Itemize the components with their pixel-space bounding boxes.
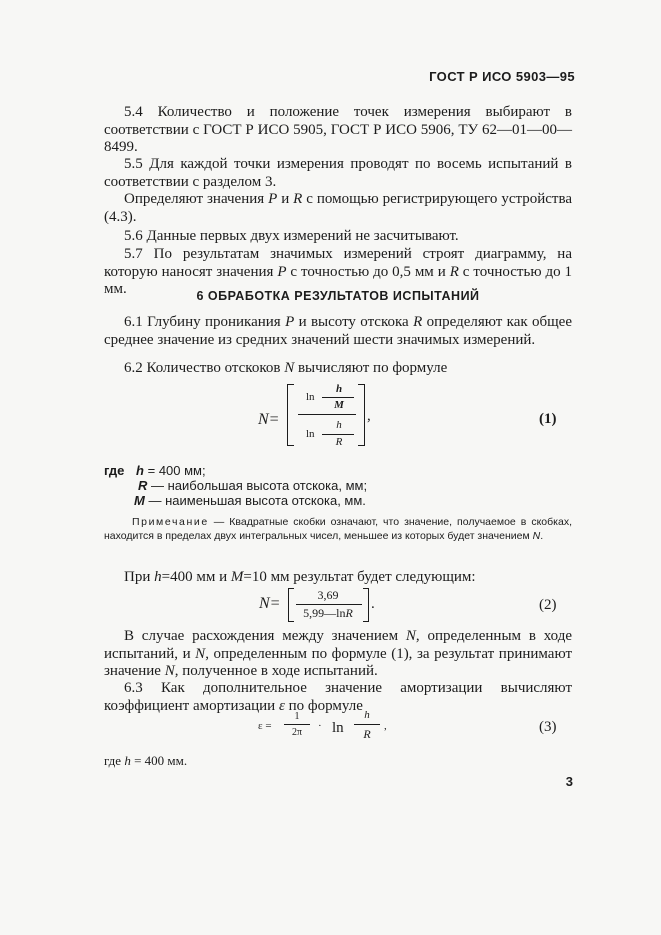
floor-bracket-right bbox=[358, 384, 365, 446]
formula-1-lhs: N= bbox=[258, 411, 280, 428]
formula-1-ln-top: ln bbox=[306, 391, 315, 403]
paragraph-5-6: 5.6 Данные первых двух измерений не засчитывают. bbox=[124, 228, 459, 244]
paragraph-6-1: 6.1 Глубину проникания P и высоту отскока R определяют как общее среднее значение из средних значений шести значимых измерений. bbox=[104, 314, 572, 348]
note: Примечание — Квадратные скобки означают, что значение, получаемое в скобках, находится в пределах двух интегральных чисел, меньшее из которых будет значением N. bbox=[104, 516, 572, 542]
formula-1-h-top: h bbox=[335, 383, 343, 395]
fraction-line bbox=[284, 724, 310, 725]
where-R: R — наибольшая высота отскока, мм; bbox=[138, 478, 368, 493]
paragraph-5-5-values: Определяют значения P и R с помощью регистрирующего устройства (4.3). bbox=[104, 191, 572, 225]
paragraph-6-3: 6.3 Как дополнительное значение амортизации вычисляют коэффициент амортизации ε по формуле bbox=[104, 680, 572, 714]
fraction-line bbox=[296, 604, 362, 605]
formula-2-lhs: N= bbox=[259, 595, 281, 612]
standard-header: ГОСТ Р ИСО 5903—95 bbox=[429, 69, 575, 84]
floor-bracket-right bbox=[363, 588, 369, 622]
fraction-line bbox=[354, 724, 380, 725]
section-6-heading: 6 ОБРАБОТКА РЕЗУЛЬТАТОВ ИСПЫТАНИЙ bbox=[196, 289, 480, 303]
formula-1-R: R bbox=[335, 436, 343, 448]
paragraph-6-2: 6.2 Количество отскоков N вычисляют по формуле bbox=[124, 360, 448, 376]
formula-2-numerator: 3,69 bbox=[317, 588, 339, 602]
fraction-line bbox=[322, 434, 354, 435]
where-M: M — наименьшая высота отскока, мм. bbox=[134, 493, 366, 508]
formula-1-ln-bottom: ln bbox=[306, 428, 315, 440]
main-fraction-line bbox=[298, 414, 356, 415]
formula-3-lhs: ε = bbox=[258, 720, 272, 732]
document-page: ГОСТ Р ИСО 5903—95 5.4 Количество и положение точек измерения выбирают в соответствии с ГОСТ Р ИСО 5905, ГОСТ Р ИСО 5906, ТУ 62—01—00—8499. 5.5 Для каждой точки измерения проводят по восемь испытаний в соответствии с разделом 3. Определяют значения P и R с помощью регистрирующего устройства (4.3). 5.6 Данные первых двух измерений не засчитывают. 5.7 По результатам значимых измерений строят диаграмму, на которую наносят значения P с точностью до 0,5 мм и R с точностью до 1 мм. 6 ОБРАБОТКА РЕЗУЛЬТАТОВ ИСПЫТАНИЙ 6.1 Глубину проникания P и высоту отскока R определяют как общее среднее значение из средних значений шести значимых измерений. 6.2 Количество отскоков N вычисляют по формуле N= ln h M ln h R , (1) где h = 400 мм; R — наибольшая высота отскока, мм; M — наименьшая высота отскока, мм. Примечание — Квадратные скобки означают, что значение, получаемое в скобках, находится в пределах двух интегральных чисел, меньшее из которых будет значением N. При h=400 мм и M=10 мм результат будет следующим: N= 3,69 5,99—lnR . (2) В случае расхождения между значением N, определенным в ходе испытаний, и N, определенным по формуле (1), за результат принимают значение N, полученное в ходе испытаний. 6.3 Как дополнительное значение амортизации вычисляют коэффициент амортизации ε по формуле ε = 1 2π · ln h R , (3) где h = 400 мм. 3 bbox=[104, 69, 575, 789]
formula-2-denominator: 5,99—lnR bbox=[303, 606, 353, 620]
floor-bracket-left bbox=[287, 384, 294, 446]
fraction-line bbox=[322, 397, 354, 398]
equation-number-2: (2) bbox=[539, 597, 557, 613]
page-number: 3 bbox=[565, 774, 573, 789]
example-line: При h=400 мм и M=10 мм результат будет следующим: bbox=[124, 569, 476, 585]
where-h: где h = 400 мм; bbox=[104, 463, 206, 478]
paragraph-5-4: 5.4 Количество и положение точек измерения выбирают в соответствии с ГОСТ Р ИСО 5905, ГОСТ Р ИСО 5906, ТУ 62—01—00—8499. bbox=[104, 104, 572, 155]
paragraph-discrepancy: В случае расхождения между значением N, определенным в ходе испытаний, и N, определенным по формуле (1), за результат принимают значение N, полученное в ходе испытаний. bbox=[104, 628, 573, 679]
where-3: где h = 400 мм. bbox=[104, 753, 188, 768]
formula-1-M: M bbox=[334, 399, 344, 411]
paragraph-5-5: 5.5 Для каждой точки измерения проводят по восемь испытаний в соответствии с разделом 3. bbox=[104, 156, 572, 190]
formula-1-h-bottom: h bbox=[336, 419, 342, 431]
equation-number-1: (1) bbox=[539, 411, 557, 427]
equation-number-3: (3) bbox=[539, 719, 557, 735]
paragraph-5-7: 5.7 По результатам значимых измерений строят диаграмму, на которую наносят значения P с точностью до 0,5 мм и R с точностью до 1 мм. bbox=[104, 246, 573, 297]
